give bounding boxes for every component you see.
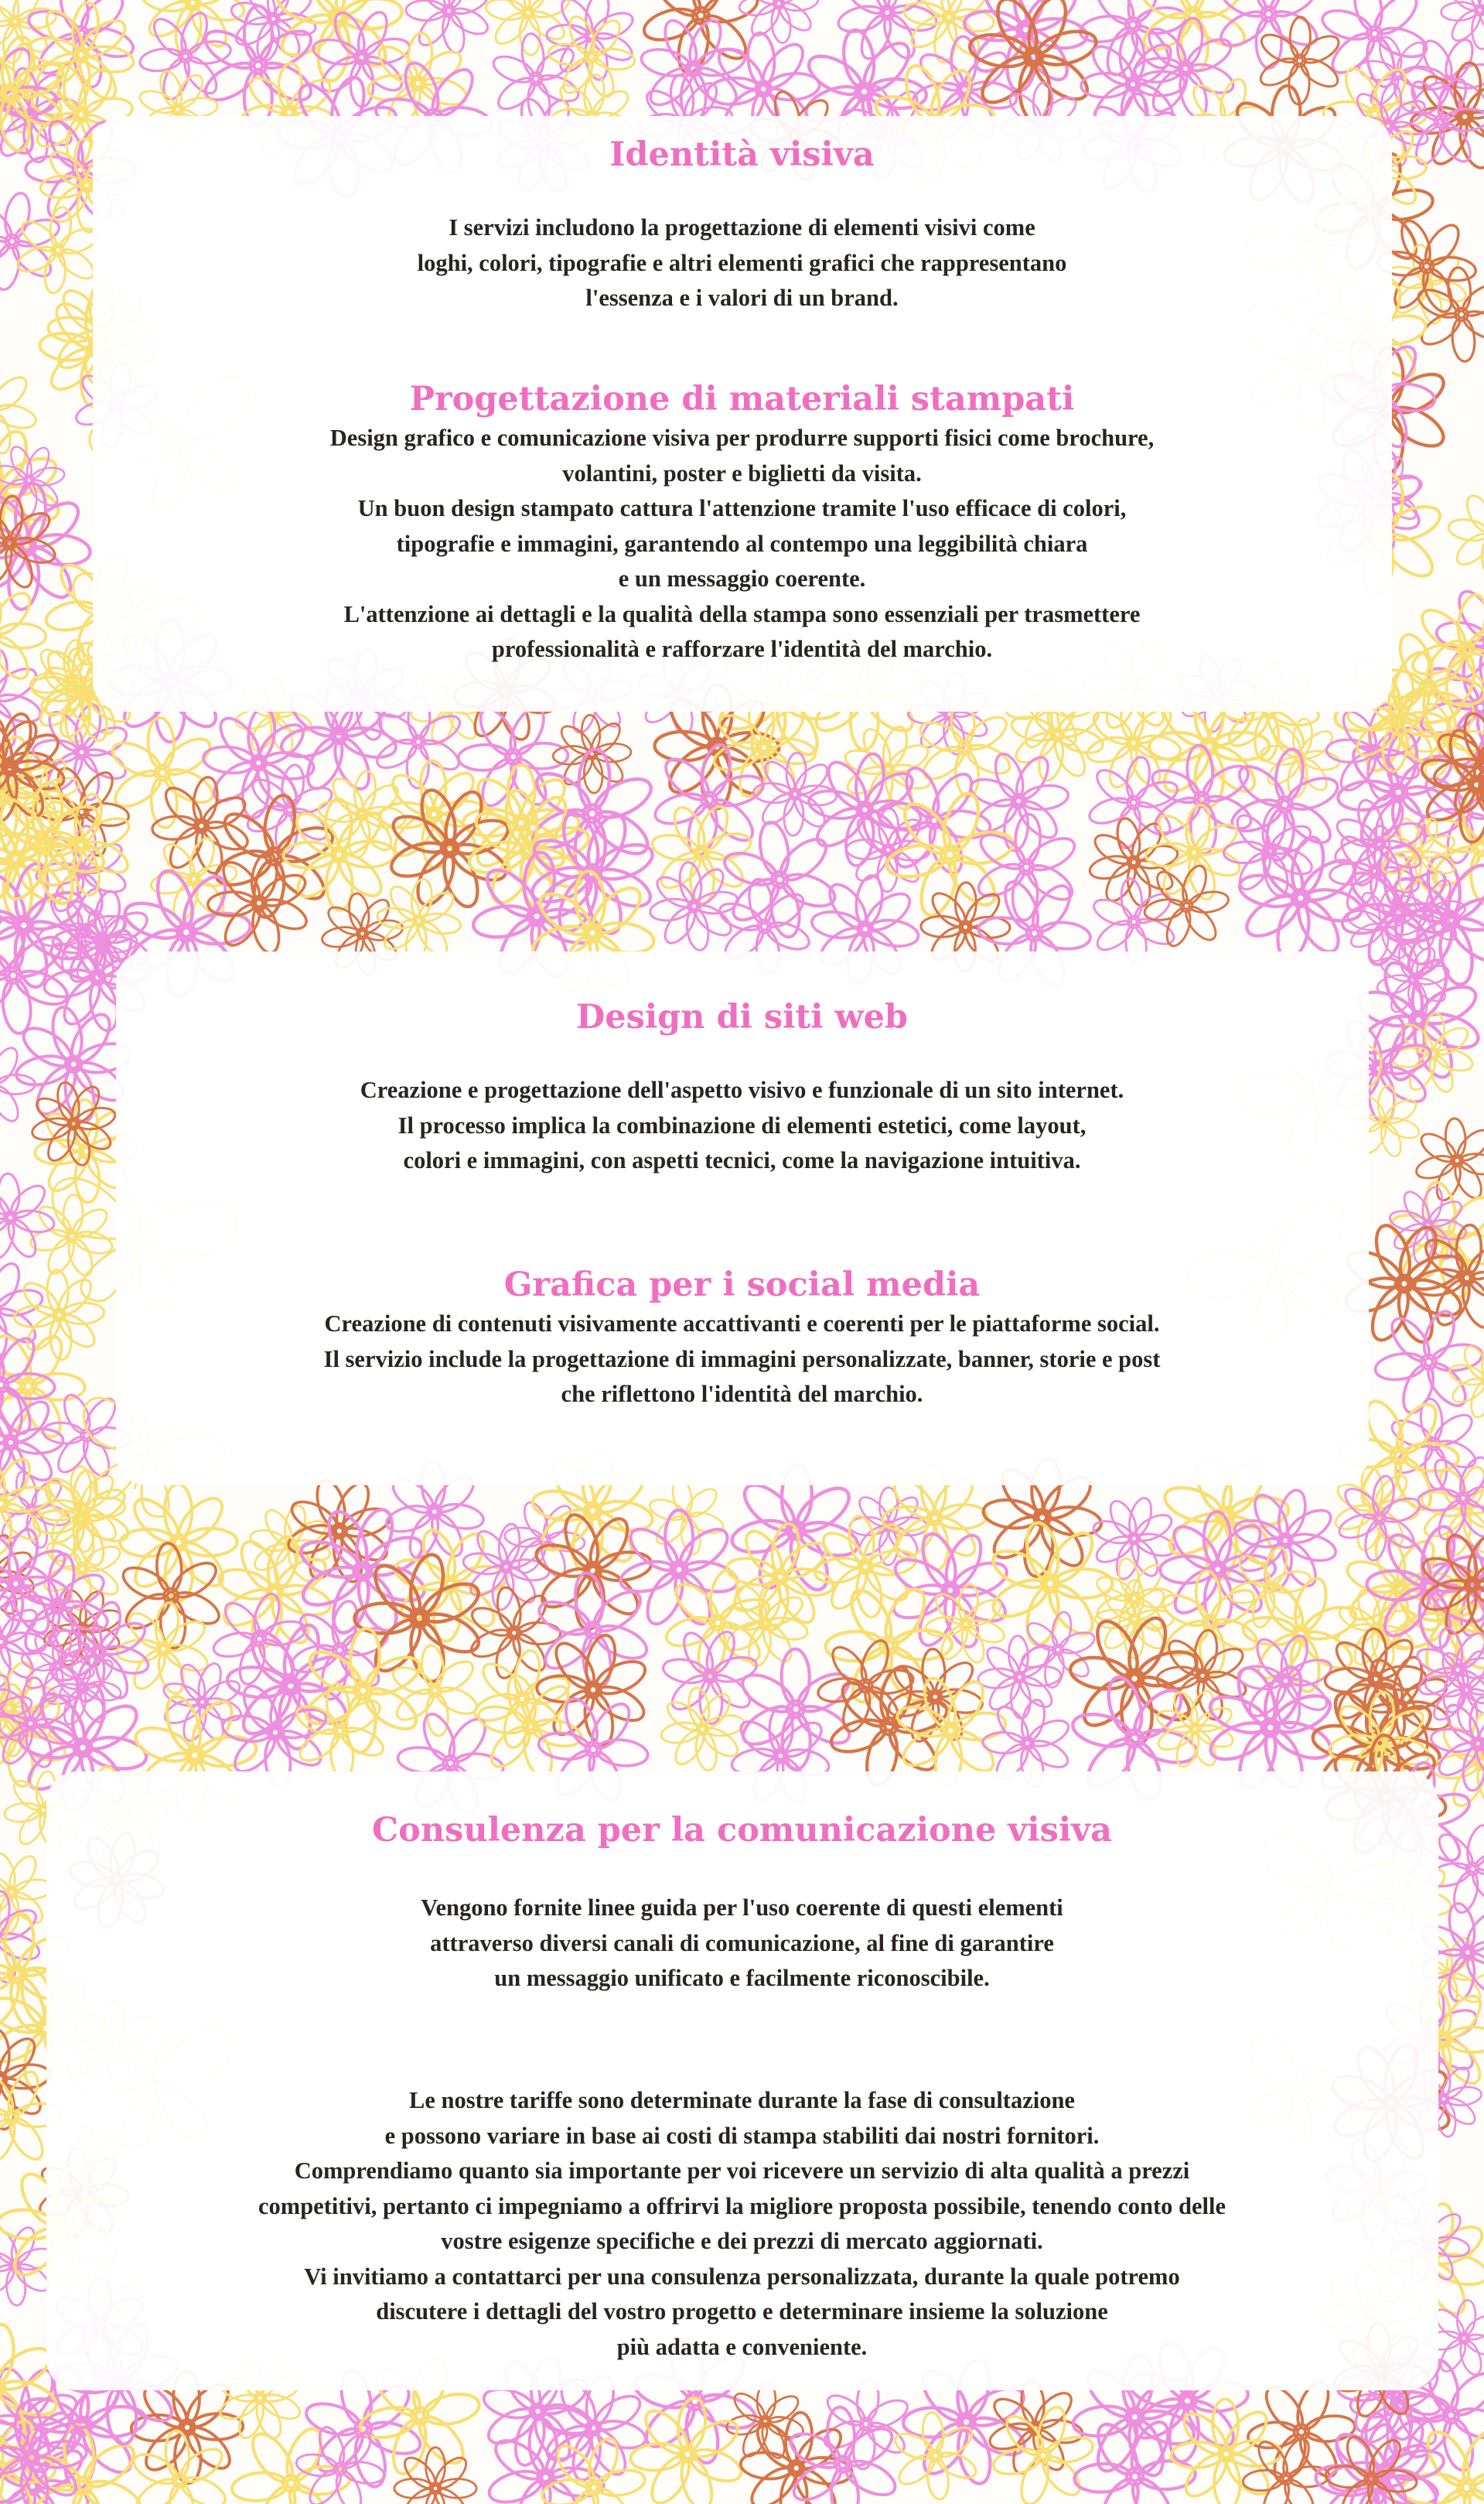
section-social-media	[0, 1263, 1484, 1413]
body-line: più adatta e conveniente.	[616, 2333, 868, 2360]
body-line: l'essenza e i valori di un brand.	[585, 285, 899, 311]
flower-icon	[213, 2406, 368, 2504]
body-line: Le nostre tariffe sono determinate durante la fase di consultazione	[409, 2087, 1075, 2113]
body-line: Creazione e progettazione dell'aspetto visivo e funzionale di un sito internet.	[360, 1077, 1124, 1103]
section-body	[0, 1073, 1484, 1179]
body-line: Comprendiamo quanto sia importante per voi ricevere un servizio di alta qualità a prezzi	[294, 2157, 1190, 2184]
body-line: Design grafico e comunicazione visiva per produrre supporti fisici come brochure,	[329, 425, 1155, 451]
section-tariffe	[0, 2083, 1484, 2365]
body-line: attraverso diversi canali di comunicazione, al fine di garantire	[430, 1929, 1054, 1956]
flower-icon	[1229, 2421, 1342, 2504]
flower-icon	[816, 0, 959, 84]
body-line: tipografie e immagini, garantendo al contempo una leggibilità chiara	[396, 530, 1088, 557]
section-body	[0, 1307, 1484, 1413]
body-line: vostre esigenze specifiche e dei prezzi di mercato aggiornati.	[441, 2228, 1043, 2254]
section-body	[0, 1891, 1484, 1997]
body-line: e un messaggio coerente.	[618, 565, 866, 592]
body-line: volantini, poster e biglietti da visita.	[562, 459, 922, 487]
flower-icon	[1138, 798, 1250, 908]
flower-icon	[764, 2386, 922, 2504]
body-line: professionalità e rafforzare l'identità del marchio.	[491, 636, 993, 662]
body-line: Un buon design stampato cattura l'attenzione tramite l'uso efficace di colori,	[357, 495, 1127, 521]
flower-icon	[537, 699, 646, 808]
body-line: competitivi, pertanto ci impegniamo a offrirvi la migliore proposta possibile, tenendo conto delle	[258, 2192, 1226, 2219]
section-materiali-stampati	[0, 377, 1484, 668]
body-line: I servizi includono la progettazione di elementi visivi come	[449, 214, 1035, 241]
body-line: che riflettono l'identità del marchio.	[561, 1381, 923, 1407]
section-consulenza	[0, 1809, 1484, 1997]
body-line: un messaggio unificato e facilmente riconoscibile.	[494, 1965, 990, 1991]
body-line: colori e immagini, con aspetti tecnici, come la navigazione intuitiva.	[403, 1147, 1081, 1173]
body-line: Vengono fornite linee guida per l'uso coerente di questi elementi	[421, 1894, 1063, 1921]
body-line: discutere i dettagli del vostro progetto e determinare insieme la soluzione	[376, 2298, 1108, 2325]
section-body	[0, 2083, 1484, 2365]
flower-icon	[869, 774, 1030, 935]
section-title: Consulenza per la comunicazione visiva	[371, 1811, 1113, 1850]
section-identita-visiva	[0, 133, 1484, 316]
section-siti-web	[0, 996, 1484, 1179]
body-line: Il processo implica la combinazione di elementi estetici, come layout,	[397, 1112, 1087, 1139]
flower-icon	[1425, 0, 1484, 65]
body-line: Creazione di contenuti visivamente accattivanti e coerenti per le piattaforme social.	[324, 1310, 1160, 1337]
section-title: Design di siti web	[575, 998, 908, 1037]
body-line: L'attenzione ai dettagli e la qualità della stampa sono essenziali per trasmettere	[343, 600, 1141, 627]
body-line: Vi invitiamo a contattarci per una consulenza personalizzata, durante la quale potremo	[304, 2263, 1180, 2290]
body-line: Il servizio include la progettazione di immagini personalizzate, banner, storie e post	[323, 1345, 1161, 1372]
section-title: Progettazione di materiali stampati	[409, 380, 1075, 418]
section-title: Grafica per i social media	[503, 1266, 981, 1304]
body-line: e possono variare in base ai costi di stampa stabiliti dai nostri fornitori.	[384, 2122, 1100, 2149]
section-body	[0, 210, 1484, 316]
section-title: Identità visiva	[609, 135, 875, 174]
flower-icon	[1226, 824, 1375, 972]
section-body	[0, 421, 1484, 668]
body-line: loghi, colori, tipografie e altri elementi grafici che rappresentano	[417, 249, 1067, 276]
